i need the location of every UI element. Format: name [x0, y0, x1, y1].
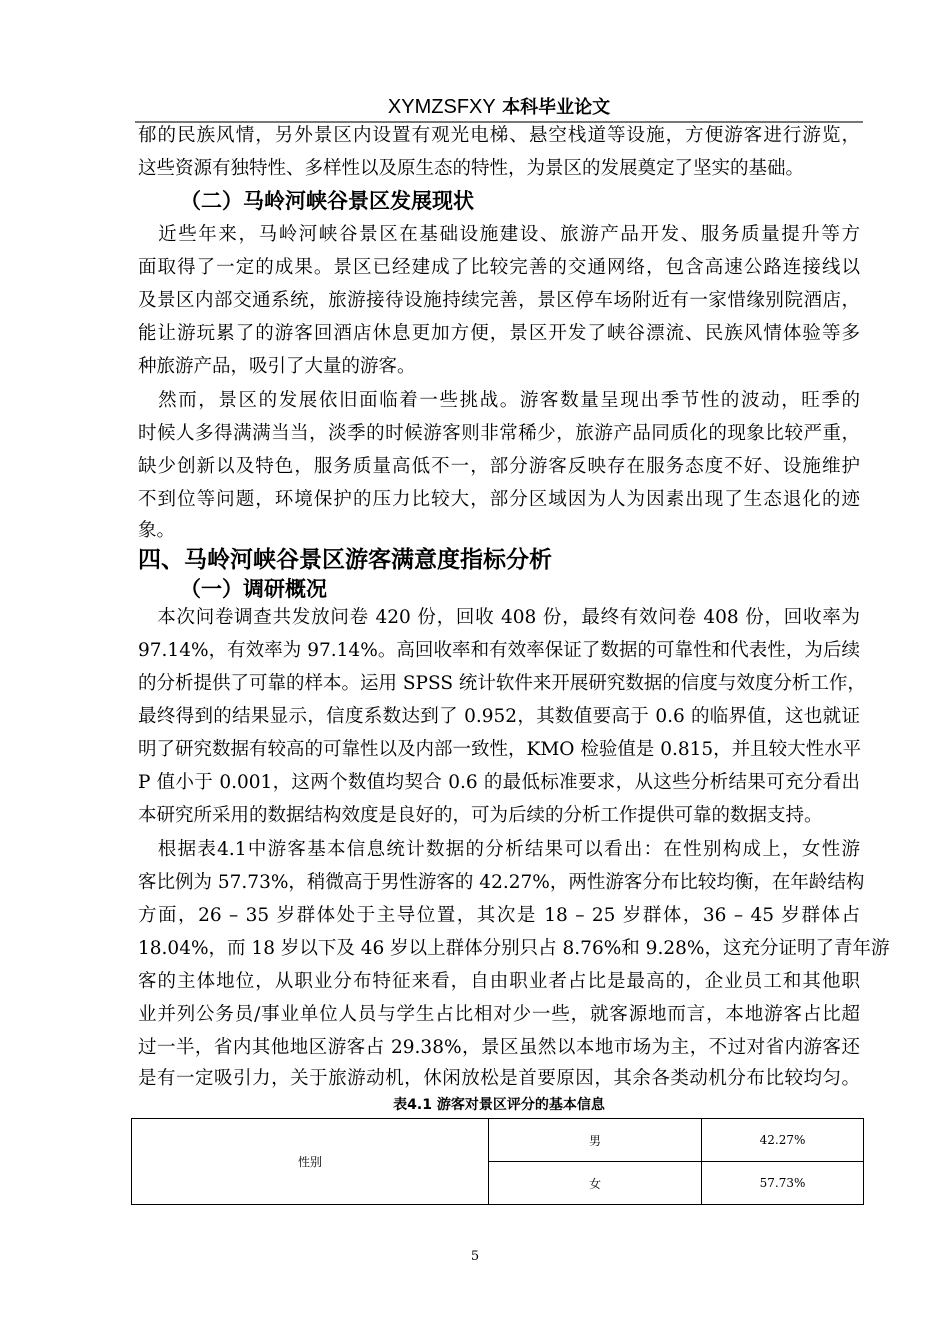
section-heading: （二）马岭河峡谷景区发展现状 — [180, 189, 474, 213]
text-line: 本次问卷调查共发放问卷 420 份，回收 408 份，最终有效问卷 408 份，回收率为 — [138, 607, 860, 628]
header-latin: XYMZSFXY — [387, 96, 496, 118]
text-line: 及景区内部交通系统，旅游接待设施持续完善，景区停车场附近有一家惜缘别院酒店， — [138, 290, 860, 311]
table-label-cell: 男 — [489, 1119, 702, 1162]
table-value-cell: 42.27% — [702, 1119, 864, 1162]
text-line: 郁的民族风情，另外景区内设置有观光电梯、悬空栈道等设施，方便游客进行游览， — [138, 125, 860, 146]
text-line: 时候人多得满满当当，淡季的时候游客则非常稀少，旅游产品同质化的现象比较严重， — [138, 423, 860, 444]
text-line: 缺少创新以及特色，服务质量高低不一，部分游客反映存在服务态度不好、设施维护 — [138, 456, 860, 477]
text-line: 过一半，省内其他地区游客占 29.38%，景区虽然以本地市场为主，不过对省内游客还 — [138, 1037, 860, 1058]
text-line: 种旅游产品，吸引了大量的游客。 — [138, 356, 416, 377]
text-line: 能让游玩累了的游客回酒店休息更加方便，景区开发了峡谷漂流、民族风情体验等多 — [138, 323, 860, 344]
text-line: 最终得到的结果显示，信度系数达到了 0.952，其数值要高于 0.6 的临界值，这也就证 — [138, 706, 860, 727]
table-value-cell: 57.73% — [702, 1162, 864, 1205]
visitor-info-table — [131, 1118, 864, 1205]
text-line: 这些资源有独特性、多样性以及原生态的特性，为景区的发展奠定了坚实的基础。 — [138, 158, 805, 179]
text-line: 客的主体地位，从职业分布特征来看，自由职业者占比是最高的，企业员工和其他职 — [138, 971, 860, 992]
text-line: 根据表4.1中游客基本信息统计数据的分析结果可以看出：在性别构成上，女性游 — [138, 839, 860, 860]
section-heading: （一）调研概况 — [180, 577, 327, 601]
text-line: 不到位等问题，环境保护的压力比较大，部分区域因为人为因素出现了生态退化的迹 — [138, 489, 860, 510]
page-header — [138, 92, 860, 122]
text-line: 97.14%，有效率为 97.14%。高回收率和有效率保证了数据的可靠性和代表性，为后续 — [138, 640, 860, 661]
page-number: 5 — [470, 1249, 480, 1264]
text-line: 然而，景区的发展依旧面临着一些挑战。游客数量呈现出季节性的波动，旺季的 — [138, 390, 860, 411]
text-line: 的分析提供了可靠的样本。运用 SPSS 统计软件来开展研究数据的信度与效度分析工作， — [138, 673, 866, 694]
text-line: 客比例为 57.73%，稍微高于男性游客的 42.27%，两性游客分布比较均衡，在年龄结构 — [138, 872, 865, 893]
header-rule — [135, 121, 863, 123]
text-line: 18.04%，而 18 岁以下及 46 岁以上群体分别只占 8.76%和 9.28%，这充分证明了青年游 — [138, 938, 890, 959]
text-line: 业并列公务员/事业单位人员与学生占比相对少一些，就客源地而言，本地游客占比超 — [138, 1004, 860, 1025]
text-line: 方面，26 – 35 岁群体处于主导位置，其次是 18 – 25 岁群体，36 – 45 岁群体占 — [138, 905, 860, 926]
text-line: 面取得了一定的成果。景区已经建成了比较完善的交通网络，包含高速公路连接线以 — [138, 257, 860, 278]
table-label-cell: 女 — [489, 1162, 702, 1205]
text-line: 本研究所采用的数据结构效度是良好的，可为后续的分析工作提供可靠的数据支持。 — [138, 805, 823, 826]
text-line: 是有一定吸引力，关于旅游动机，休闲放松是首要原因，其余各类动机分布比较均匀。 — [138, 1068, 860, 1089]
header-title: 本科毕业论文 — [502, 97, 611, 118]
text-line: P 值小于 0.001，这两个数值均契合 0.6 的最低标准要求，从这些分析结果可充分看出 — [138, 772, 860, 793]
table-row — [132, 1119, 864, 1162]
table-category-cell: 性别 — [132, 1119, 489, 1205]
chapter-heading: 四、马岭河峡谷景区游客满意度指标分析 — [138, 547, 552, 573]
text-line: 象。 — [138, 520, 176, 541]
text-line: 近些年来，马岭河峡谷景区在基础设施建设、旅游产品开发、服务质量提升等方 — [138, 224, 860, 245]
text-line: 明了研究数据有较高的可靠性以及内部一致性，KMO 检验值是 0.815，并且较大性水平 — [138, 739, 862, 760]
table-caption: 表4.1 游客对景区评分的基本信息 — [393, 1097, 605, 1113]
